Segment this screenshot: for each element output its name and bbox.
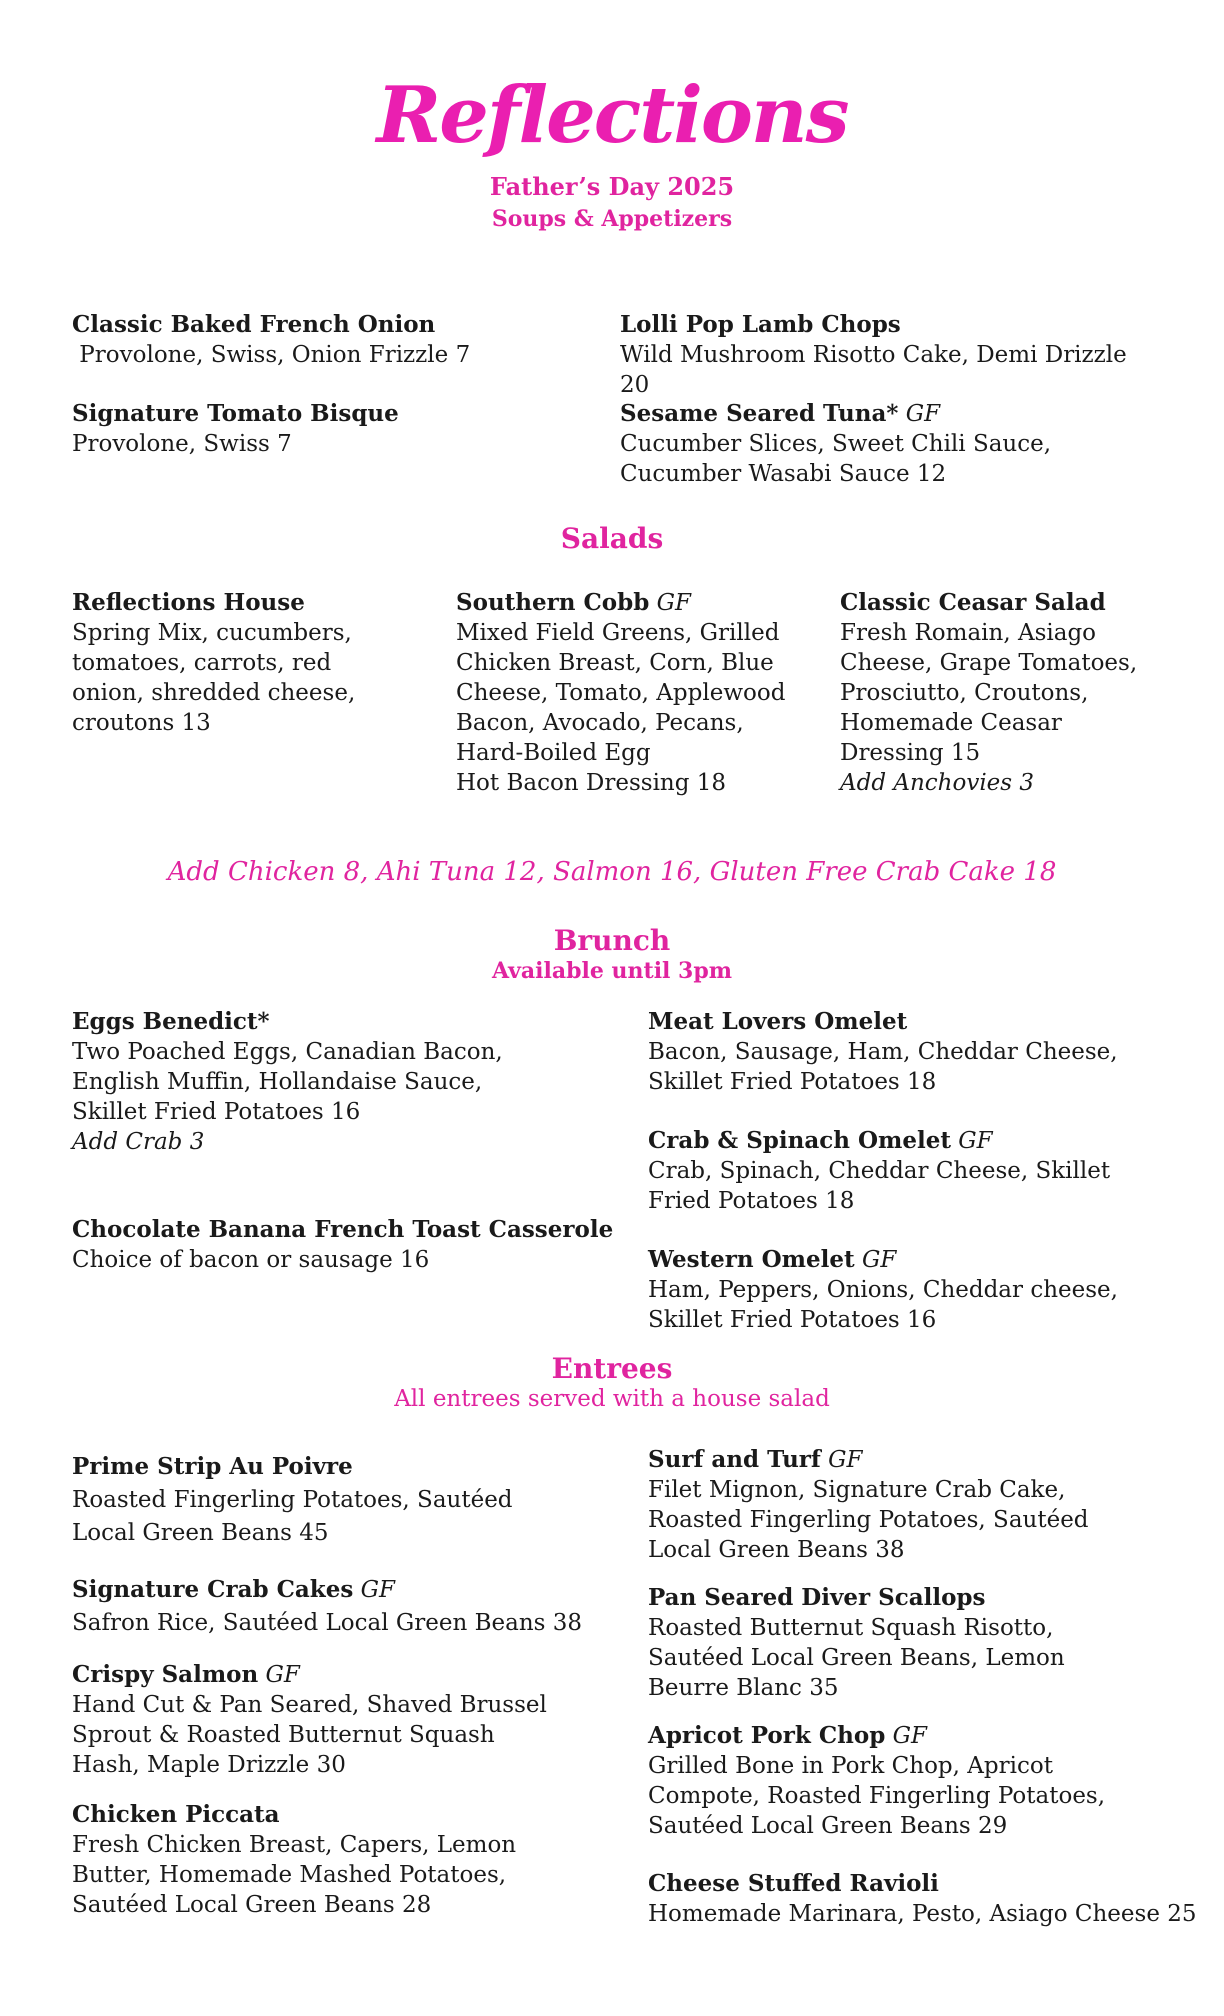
item-name: Cheese Stuffed Ravioli [648,1870,939,1897]
item-description: Two Poached Eggs, Canadian Bacon, English Muffin, Hollandaise Sauce, Skillet Fried Potatoes 16 [72,1039,503,1125]
menu-item [72,1007,552,1157]
section-title-brunch: Brunch [553,924,671,957]
item-description: Fresh Chicken Breast, Capers, Lemon Butter, Homemade Mashed Potatoes, Sautéed Local Green Beans 28 [72,1832,517,1918]
item-name: Crispy Salmon [72,1661,259,1688]
item-description: Spring Mix, cucumbers, tomatoes, carrots, red onion, shredded cheese, croutons 13 [72,620,356,736]
item-addon-note: Add Crab 3 [72,1129,205,1155]
section-title-soups: Soups & Appetizers [491,206,733,232]
item-name: Reflections House [72,589,305,616]
item-description: Hand Cut & Pan Seared, Shaved Brussel Sprout & Roasted Butternut Squash Hash, Maple Drizzle 30 [72,1692,547,1778]
item-description-extra: Hot Bacon Dressing 18 [456,770,727,796]
menu-item [72,310,612,370]
gf-label: GF [265,1662,300,1688]
item-name: Sesame Seared Tuna* [620,400,899,427]
item-description: Safron Rice, Sautéed Local Green Beans 38 [72,1610,583,1636]
item-description: Crab, Spinach, Cheddar Cheese, Skillet Fried Potatoes 18 [648,1158,1111,1214]
item-description: Fresh Romain, Asiago Cheese, Grape Tomatoes, Prosciutto, Croutons, Homemade Ceasar Dressing 15 [840,620,1138,766]
item-description: Roasted Fingerling Potatoes, Sautéed Local Green Beans 45 [72,1487,513,1546]
item-name: Prime Strip Au Poivre [72,1453,353,1480]
item-description: Roasted Butternut Squash Risotto, Sautéed Local Green Beans, Lemon Beurre Blanc 35 [648,1615,1065,1701]
item-description: Mixed Field Greens, Grilled Chicken Breast, Corn, Blue Cheese, Tomato, Applewood Bacon, Avocado, Pecans, Hard-Boiled Egg [456,620,786,766]
item-addon-note: Add Anchovies 3 [840,770,1035,796]
gf-label: GF [861,1247,897,1273]
item-name: Chicken Piccata [72,1801,280,1828]
menu-item [72,1573,632,1640]
item-name: Lolli Pop Lamb Chops [620,311,901,338]
item-description: Cucumber Slices, Sweet Chili Sauce, Cucumber Wasabi Sauce 12 [620,431,1052,487]
menu-item [72,588,402,738]
menu-item [72,1215,632,1275]
item-name: Eggs Benedict* [72,1008,270,1035]
menu-item [72,1660,552,1780]
item-name: Signature Crab Cakes [72,1576,354,1603]
item-description: Grilled Bone in Pork Chop, Apricot Compote, Roasted Fingerling Potatoes, Sautéed Local Green Beans 29 [648,1753,1106,1839]
menu-item [620,310,1160,400]
item-name: Classic Baked French Onion [72,311,436,338]
menu-item [648,1721,1168,1841]
menu-item [456,588,786,798]
brunch-availability: Available until 3pm [491,958,733,984]
menu-item [648,1007,1168,1097]
menu-item [648,1445,1138,1565]
menu-item [72,1450,572,1550]
menu-item [72,1800,572,1920]
menu-item [648,1583,1138,1703]
gf-label: GF [656,590,691,616]
item-name: Apricot Pork Chop [648,1722,886,1749]
item-name: Crab & Spinach Omelet [648,1127,951,1154]
item-name: Southern Cobb [456,589,650,616]
item-description: Homemade Marinara, Pesto, Asiago Cheese 25 [648,1901,1197,1927]
item-description: Ham, Peppers, Onions, Cheddar cheese, Skillet Fried Potatoes 16 [648,1277,1118,1333]
item-name: Western Omelet [648,1246,855,1273]
entrees-note: All entrees served with a house salad [394,1386,830,1412]
item-name: Surf and Turf [648,1446,821,1473]
section-title-salads: Salads [560,522,664,555]
gf-label: GF [360,1577,395,1603]
menu-item [72,399,612,459]
menu-item [620,399,1140,489]
item-name: Signature Tomato Bisque [72,400,399,427]
section-title-entrees: Entrees [551,1352,673,1385]
restaurant-title: Reflections [376,70,848,161]
menu-item [648,1245,1168,1335]
item-description: Wild Mushroom Risotto Cake, Demi Drizzle 20 [620,342,1127,398]
item-description: Choice of bacon or sausage 16 [72,1247,430,1273]
salad-addons: Add Chicken 8, Ahi Tuna 12, Salmon 16, Gluten Free Crab Cake 18 [167,857,1057,887]
item-name: Chocolate Banana French Toast Casserole [72,1216,614,1243]
item-name: Pan Seared Diver Scallops [648,1584,986,1611]
item-description: Bacon, Sausage, Ham, Cheddar Cheese, Skillet Fried Potatoes 18 [648,1039,1118,1095]
gf-label: GF [828,1447,863,1473]
item-description: Filet Mignon, Signature Crab Cake, Roasted Fingerling Potatoes, Sautéed Local Green Beans 38 [648,1477,1089,1563]
item-description: Provolone, Swiss, Onion Frizzle 7 [72,342,471,368]
gf-label: GF [892,1723,927,1749]
event-title: Father’s Day 2025 [489,172,735,201]
menu-item [648,1869,1208,1929]
menu-item [648,1126,1168,1216]
item-description: Provolone, Swiss 7 [72,431,292,457]
gf-label: GF [958,1128,993,1154]
item-name: Classic Ceasar Salad [840,589,1106,616]
gf-label: GF [905,401,941,427]
menu-item [840,588,1140,798]
item-name: Meat Lovers Omelet [648,1008,908,1035]
